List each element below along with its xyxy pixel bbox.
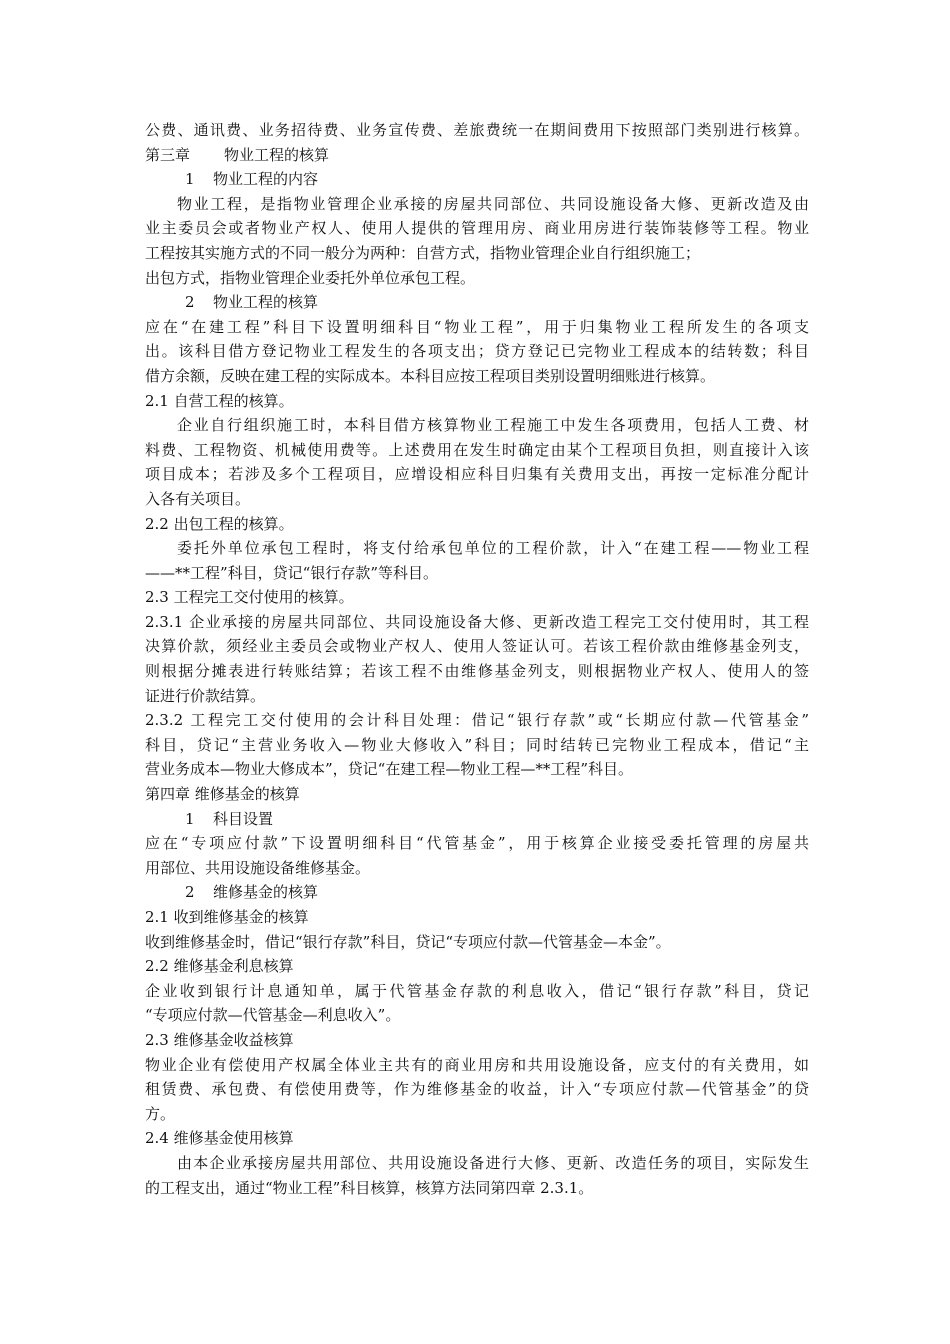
paragraph-line: 出。该科目借方登记物业工程发生的各项支出；贷方登记已完物业工程成本的结转数；科目 [145, 342, 809, 361]
paragraph-line: “专项应付款—代管基金—利息收入”。 [145, 1006, 401, 1025]
paragraph-line: 入各有关项目。 [145, 489, 251, 508]
chapter-heading: 第四章 维修基金的核算 [145, 785, 300, 804]
subsection-heading: 2.3 维修基金收益核算 [145, 1030, 294, 1049]
paragraph-line: 由本企业承接房屋共用部位、共用设施设备进行大修、更新、改造任务的项目，实际发生 [177, 1153, 809, 1172]
paragraph-line: 的工程支出，通过“物业工程”科目核算，核算方法同第四章 2.3.1。 [145, 1178, 594, 1197]
subsection-heading: 2.3 工程完工交付使用的核算。 [145, 588, 354, 607]
paragraph-line: 应在“在建工程”科目下设置明细科目“物业工程”，用于归集物业工程所发生的各项支 [145, 317, 809, 336]
paragraph-line: 借方余额，反映在建工程的实际成本。本科目应按工程项目类别设置明细账进行核算。 [145, 366, 716, 385]
paragraph-line: 委托外单位承包工程时，将支付给承包单位的工程价款，计入“在建工程——物业工程 [177, 539, 809, 558]
paragraph-line: 项目成本；若涉及多个工程项目，应增设相应科目归集有关费用支出，再按一定标准分配计 [145, 465, 809, 484]
document-body [145, 118, 809, 1200]
paragraph-line: ——**工程”科目，贷记“银行存款”等科目。 [145, 563, 439, 582]
paragraph-line: 用部位、共用设施设备维修基金。 [145, 858, 371, 877]
section-number: 1 [185, 809, 195, 828]
subsection-heading: 2.1 收到维修基金的核算 [145, 908, 309, 926]
paragraph-line: 租赁费、承包费、有偿使用费等，作为维修基金的收益，计入“专项应付款—代管基金”的贷 [145, 1080, 809, 1099]
section-heading [145, 880, 809, 905]
subsection-heading: 2.2 维修基金利息核算 [145, 957, 294, 976]
chapter-heading [145, 143, 809, 168]
paragraph-line: 营业务成本—物业大修成本”，贷记“在建工程—物业工程—**工程”科目。 [145, 760, 634, 779]
section-number: 1 [185, 170, 195, 189]
section-title: 科目设置 [213, 809, 274, 828]
section-title: 物业工程的内容 [213, 170, 319, 189]
section-title: 物业工程的核算 [213, 293, 319, 312]
paragraph-line: 决算价款，须经业主委员会或物业产权人、使用人签证认可。若该工程价款由维修基金列支， [145, 637, 809, 656]
paragraph-line: 工程按其实施方式的不同一般分为两种：自营方式，指物业管理企业自行组织施工； [145, 243, 701, 262]
paragraph-line: 物业工程，是指物业管理企业承接的房屋共同部位、共同设施设备大修、更新改造及由 [177, 194, 809, 213]
section-title: 维修基金的核算 [213, 883, 319, 902]
subsection-heading: 2.1 自营工程的核算。 [145, 391, 294, 410]
paragraph-line: 证进行价款结算。 [145, 686, 266, 705]
paragraph-line: 业主委员会或者物业产权人、使用人提供的管理用房、商业用房进行装饰装修等工程。物业 [145, 219, 809, 238]
chapter-title: 物业工程的核算 [224, 145, 330, 164]
paragraph-line: 2.3.1 企业承接的房屋共同部位、共同设施设备大修、更新改造工程完工交付使用时，其工程 [145, 612, 809, 631]
paragraph-line: 出包方式，指物业管理企业委托外单位承包工程。 [145, 268, 476, 287]
section-heading [145, 290, 809, 315]
section-heading [145, 167, 809, 192]
paragraph-line: 公费、通讯费、业务招待费、业务宣传费、差旅费统一在期间费用下按照部门类别进行核算。 [145, 121, 809, 139]
paragraph-line: 物业企业有偿使用产权属全体业主共有的商业用房和共用设施设备，应支付的有关费用，如 [145, 1055, 809, 1074]
section-heading [145, 807, 809, 832]
paragraph-line: 收到维修基金时，借记“银行存款”科目，贷记“专项应付款—代管基金—本金”。 [145, 932, 671, 951]
paragraph-line: 则根据分摊表进行转账结算；若该工程不由维修基金列支，则根据物业产权人、使用人的签 [145, 662, 809, 681]
section-number: 2 [185, 293, 195, 312]
chapter-label: 第三章 [145, 145, 191, 164]
paragraph-line: 企业自行组织施工时，本科目借方核算物业工程施工中发生各项费用，包括人工费、材 [177, 416, 809, 435]
paragraph-line: 科目，贷记“主营业务收入—物业大修收入”科目；同时结转已完物业工程成本，借记“主 [145, 735, 809, 754]
paragraph-line: 2.3.2 工程完工交付使用的会计科目处理：借记“银行存款”或“长期应付款—代管基金” [145, 711, 809, 730]
paragraph-line: 企业收到银行计息通知单，属于代管基金存款的利息收入，借记“银行存款”科目，贷记 [145, 981, 809, 1000]
subsection-heading: 2.4 维修基金使用核算 [145, 1129, 294, 1148]
paragraph-line: 料费、工程物资、机械使用费等。上述费用在发生时确定由某个工程项目负担，则直接计入该 [145, 440, 809, 459]
paragraph-line: 方。 [145, 1104, 176, 1123]
paragraph-line: 应在“专项应付款”下设置明细科目“代管基金”，用于核算企业接受委托管理的房屋共 [145, 834, 809, 853]
section-number: 2 [185, 883, 195, 902]
subsection-heading: 2.2 出包工程的核算。 [145, 514, 294, 533]
